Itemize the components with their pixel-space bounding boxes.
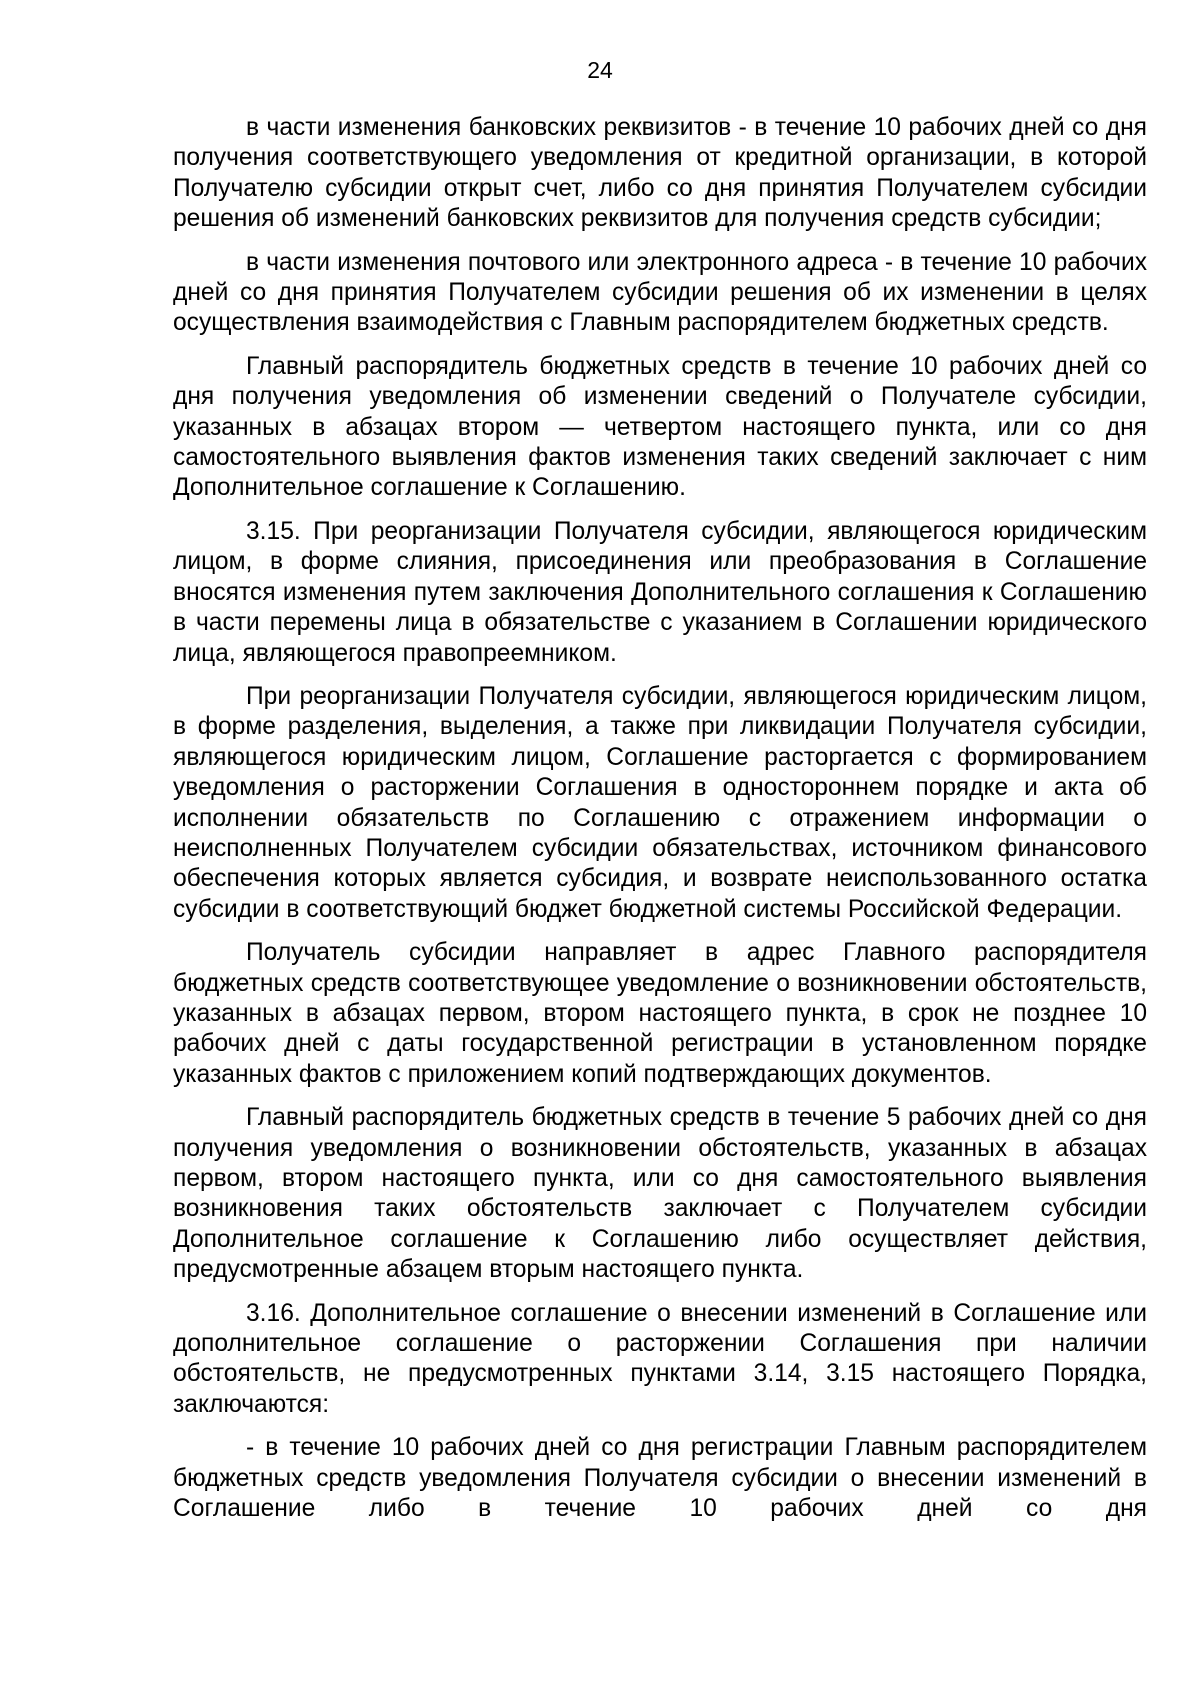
paragraph-3-15-reorganization: 3.15. При реорганизации Получателя субсидии, являющегося юридическим лицом, в форме слияния, присоединения или преобразования в Соглашение вносятся изменения путем заключения Дополнительного соглашения к Соглашению в части перемены лица в обязательстве с указанием в Соглашении юридического лица, являющегося правопреемником. [173,517,1147,667]
paragraph-reorganization-division: При реорганизации Получателя субсидии, являющегося юридическим лицом, в форме разделения, выделения, а также при ликвидации Получателя субсидии, являющегося юридическим лицом, Соглашение расторгается с формированием уведомления о расторжении Соглашения в одностороннем порядке и акта об исполнении обязательств по Соглашению с отражением информации о неисполненных Получателем субсидии обязательствах, источником финансового обеспечения которых является субсидия, и возврате неиспользованного остатка субсидии в соответствующий бюджет бюджетной системы Российской Федерации. [173,682,1147,923]
paragraph-bank-details: в части изменения банковских реквизитов - в течение 10 рабочих дней со дня получения соответствующего уведомления от кредитной организации, в которой Получателю субсидии открыт счет, либо со дня принятия Получателем субсидии решения об изменений банковских реквизитов для получения средств субсидии; [173,114,1147,233]
paragraph-10-days-registration: - в течение 10 рабочих дней со дня регистрации Главным распорядителем бюджетных средств уведомления Получателя субсидии о внесении изменений в Соглашение либо в течение 10 рабочих дней со дня [173,1434,1147,1523]
document-body [173,113,1147,1537]
paragraph-additional-agreement: Главный распорядитель бюджетных средств в течение 10 рабочих дней со дня получения уведомления об изменении сведений о Получателе субсидии, указанных в абзацах втором — четвертом настоящего пункта, или со дня самостоятельного выявления фактов изменения таких сведений заключает с ним Дополнительное соглашение к Соглашению. [173,352,1147,502]
paragraph-3-16-additional-agreement: 3.16. Дополнительное соглашение о внесении изменений в Соглашение или дополнительное соглашение о расторжении Соглашения при наличии обстоятельств, не предусмотренных пунктами 3.14, 3.15 настоящего Порядка, заключаются: [173,1299,1147,1418]
paragraph-recipient-notification: Получатель субсидии направляет в адрес Главного распорядителя бюджетных средств соответствующее уведомление о возникновении обстоятельств, указанных в абзацах первом, втором настоящего пункта, в срок не позднее 10 рабочих дней с даты государственной регистрации в установленном порядке указанных фактов с приложением копий подтверждающих документов. [173,939,1147,1088]
paragraph-address-change: в части изменения почтового или электронного адреса - в течение 10 рабочих дней со дня принятия Получателем субсидии решения об их изменении в целях осуществления взаимодействия с Главным распорядителем бюджетных средств. [173,248,1147,337]
page-number: 24 [587,57,613,83]
paragraph-distributor-5-days: Главный распорядитель бюджетных средств в течение 5 рабочих дней со дня получения уведомления о возникновении обстоятельств, указанных в абзацах первом, втором настоящего пункта, или со дня самостоятельного выявления возникновения таких обстоятельств заключает с Получателем субсидии Дополнительное соглашение к Соглашению либо осуществляет действия, предусмотренные абзацем вторым настоящего пункта. [173,1104,1147,1284]
